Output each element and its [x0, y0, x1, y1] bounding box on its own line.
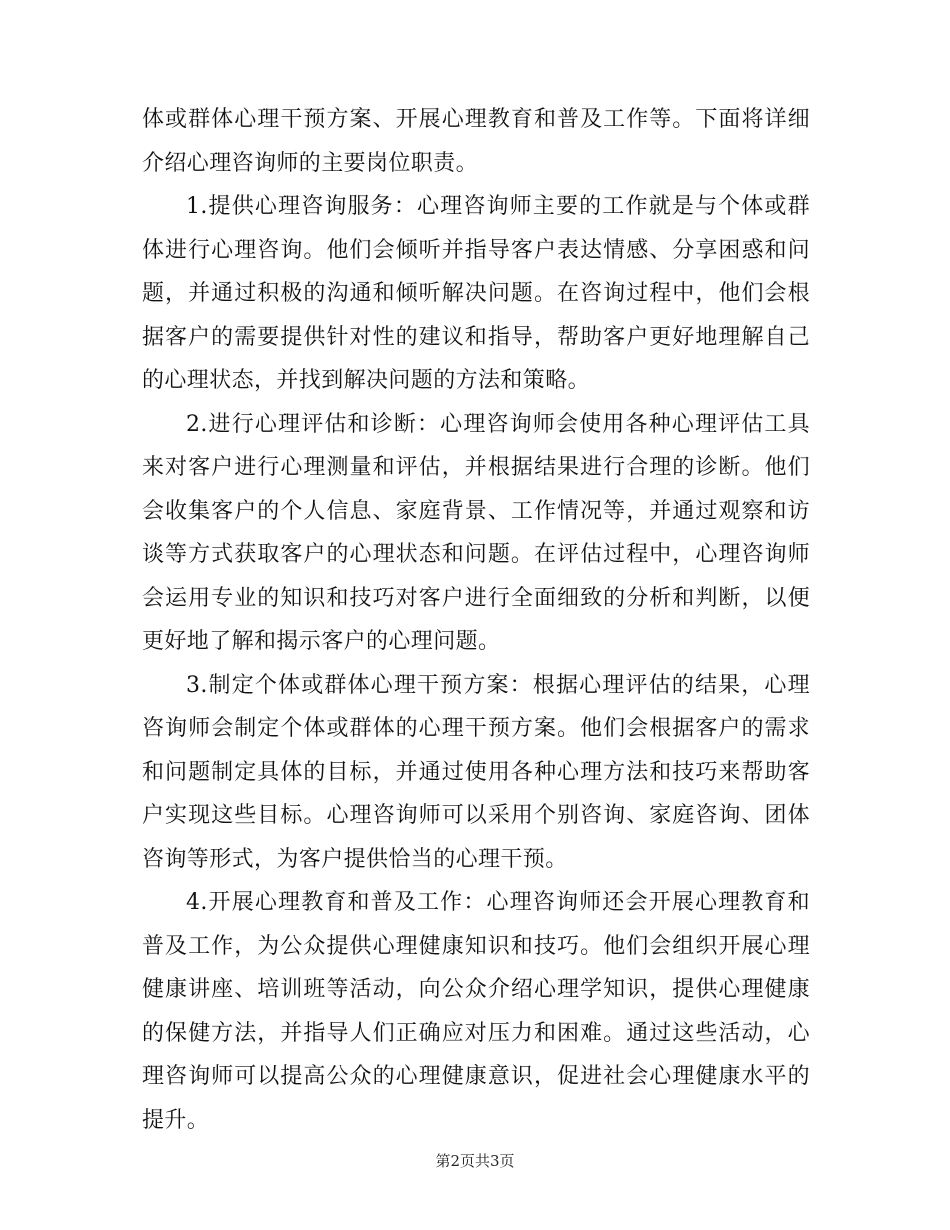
document-body	[142, 98, 810, 1142]
paragraph-duty-3: 3.制定个体或群体心理干预方案：根据心理评估的结果，心理咨询师会制定个体或群体的心理干预方案。他们会根据客户的需求和问题制定具体的目标，并通过使用各种心理方法和技巧来帮助客户实现这些目标。心理咨询师可以采用个别咨询、家庭咨询、团体咨询等形式，为客户提供恰当的心理干预。	[142, 672, 810, 872]
paragraph-duty-4: 4.开展心理教育和普及工作：心理咨询师还会开展心理教育和普及工作，为公众提供心理健康知识和技巧。他们会组织开展心理健康讲座、培训班等活动，向公众介绍心理学知识，提供心理健康的保健方法，并指导人们正确应对压力和困难。通过这些活动，心理咨询师可以提高公众的心理健康意识，促进社会心理健康水平的提升。	[142, 890, 810, 1133]
paragraph-duty-2: 2.进行心理评估和诊断：心理咨询师会使用各种心理评估工具来对客户进行心理测量和评估，并根据结果进行合理的诊断。他们会收集客户的个人信息、家庭背景、工作情况等，并通过观察和访谈等方式获取客户的心理状态和问题。在评估过程中，心理咨询师会运用专业的知识和技巧对客户进行全面细致的分析和判断，以便更好地了解和揭示客户的心理问题。	[142, 411, 810, 654]
page-number-footer: 第2页共3页	[435, 1152, 515, 1170]
paragraph-duty-1: 1.提供心理咨询服务：心理咨询师主要的工作就是与个体或群体进行心理咨询。他们会倾听并指导客户表达情感、分享困惑和问题，并通过积极的沟通和倾听解决问题。在咨询过程中，他们会根据客户的需要提供针对性的建议和指导，帮助客户更好地理解自己的心理状态，并找到解决问题的方法和策略。	[142, 194, 810, 393]
paragraph-intro-continued: 体或群体心理干预方案、开展心理教育和普及工作等。下面将详细介绍心理咨询师的主要岗位职责。	[142, 107, 810, 176]
